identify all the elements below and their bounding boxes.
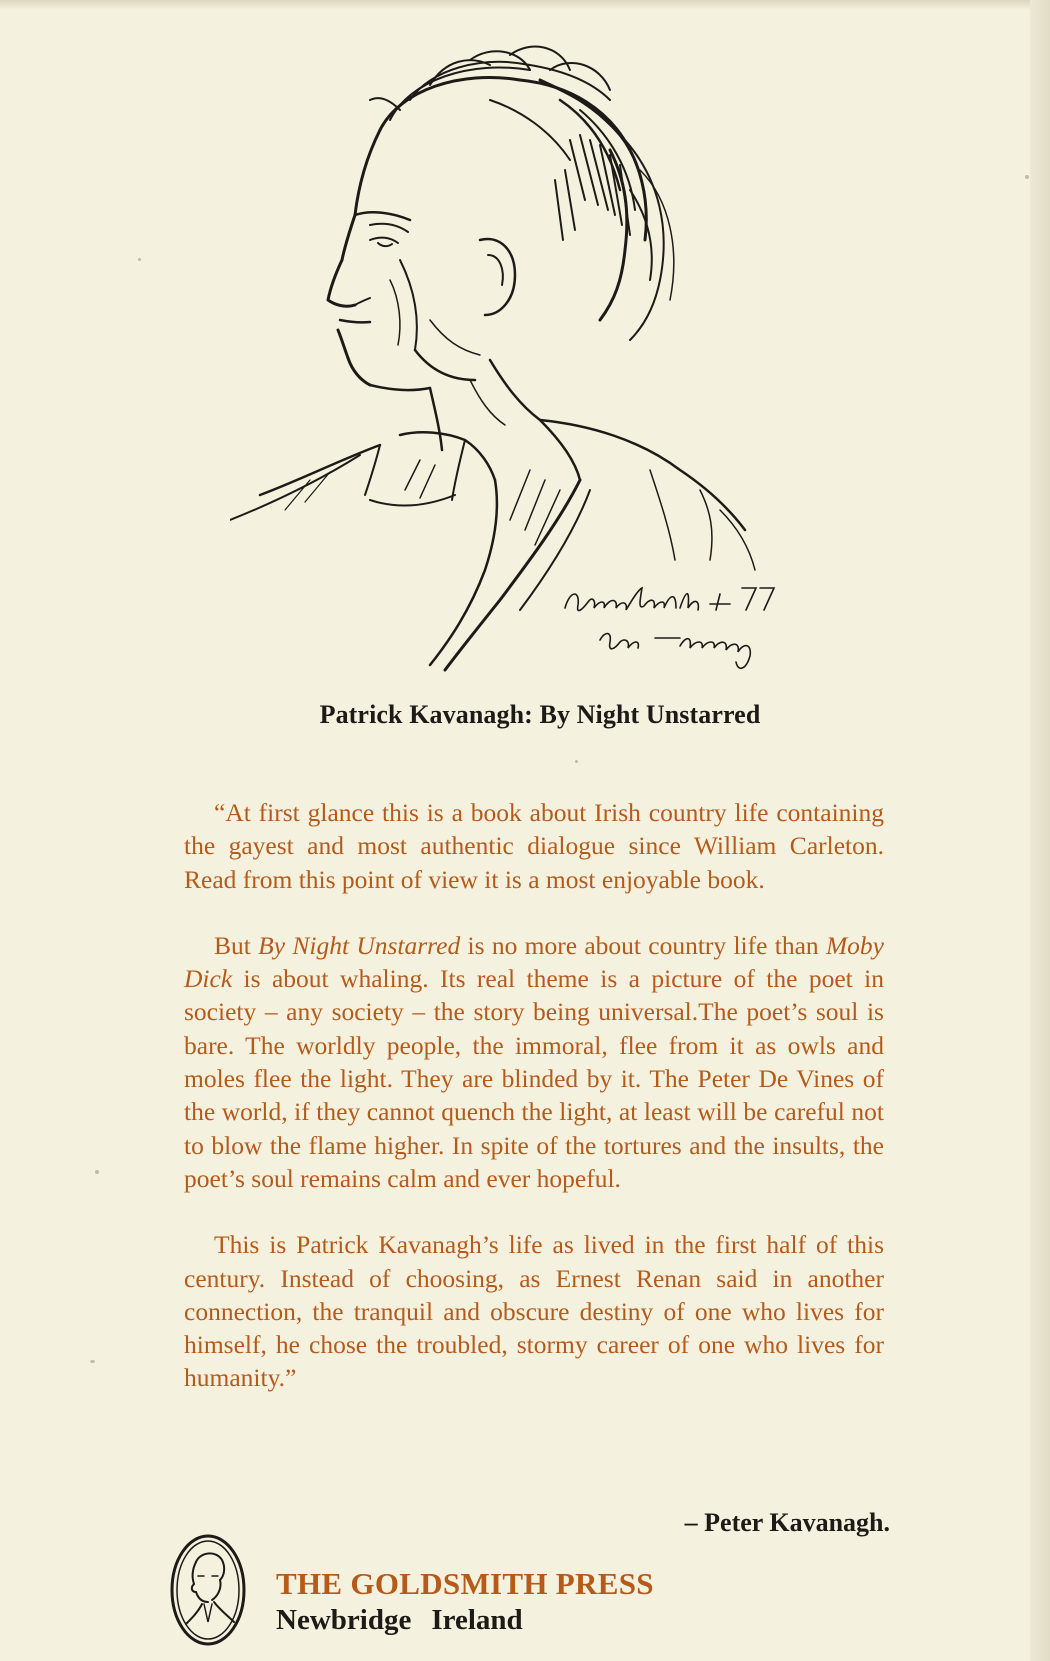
blurb-p2-text-b: is no more about country life than xyxy=(460,930,826,960)
paper-speck xyxy=(1025,175,1029,179)
publisher-country: Ireland xyxy=(431,1604,523,1636)
blurb-text xyxy=(184,796,884,1395)
paper-speck xyxy=(575,760,578,763)
blurb-paragraph-3: This is Patrick Kavanagh’s life as lived in the first half of this century. Instead of choosing, as Ernest Renan said in another connection, the tranquil and obscure destiny of one who lives for himself, he chose the troubled, stormy career of one who lives for humanity.” xyxy=(184,1230,884,1393)
page-edge xyxy=(1030,0,1050,1661)
publisher-location xyxy=(276,1604,523,1637)
paper-speck xyxy=(138,258,141,261)
book-title-by-night-unstarred: By Night Unstarred xyxy=(258,930,461,960)
blurb-paragraph-2 xyxy=(184,929,884,1195)
quote-attribution: – Peter Kavanagh. xyxy=(684,1508,890,1537)
publisher-city: Newbridge xyxy=(276,1604,412,1636)
publisher-logo-icon xyxy=(168,1532,248,1648)
artist-signature xyxy=(560,580,790,680)
page-top-shadow xyxy=(0,0,1050,10)
paper-speck xyxy=(95,1170,99,1174)
book-title-moby-dick: Moby Dick xyxy=(184,930,884,994)
portrait-caption: Patrick Kavanagh: By Night Unstarred xyxy=(319,700,761,729)
paper-speck xyxy=(90,1360,95,1363)
blurb-p2-text-c: is about whaling. Its real theme is a picture of the poet in society – any society – the story being universal.The poet’s soul is bare. The worldly people, the immoral, flee from it as owls and moles flee the light. They are blinded by it. The Peter De Vines of the world, if they cannot quench the light, at least will be careful not to blow the flame higher. In spite of the tortures and the insults, the poet’s soul remains calm and ever hopeful. xyxy=(184,964,884,1193)
publisher-name: THE GOLDSMITH PRESS xyxy=(276,1566,654,1601)
blurb-p2-text-a: But xyxy=(214,930,259,960)
blurb-paragraph-1: “At first glance this is a book about Irish country life containing the gayest and most authentic dialogue since William Carleton. Read from this point of view it is a most enjoyable book. xyxy=(184,798,884,894)
